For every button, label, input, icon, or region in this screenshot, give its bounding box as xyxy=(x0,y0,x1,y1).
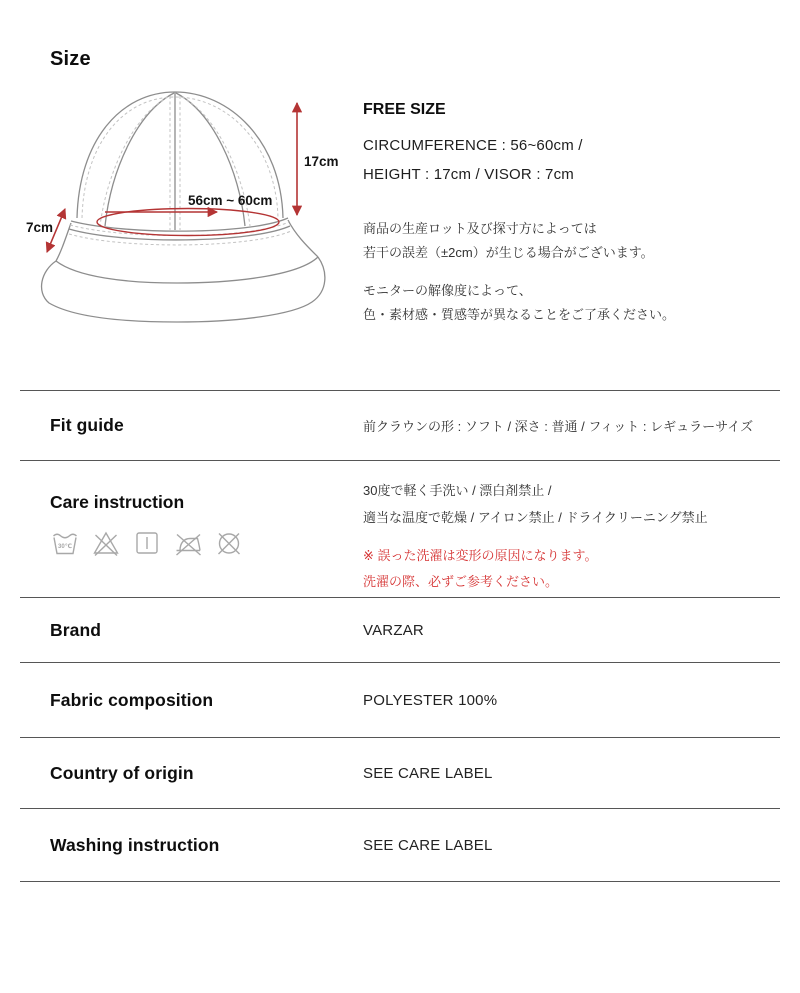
size-note-line: 商品の生産ロット及び探寸方によっては xyxy=(363,221,597,236)
stitch-lines xyxy=(69,96,291,245)
hat-size-diagram xyxy=(15,82,365,342)
circumference-measure-label: 56cm ~ 60cm xyxy=(188,193,273,208)
country-of-origin-value: SEE CARE LABEL xyxy=(363,764,493,782)
fit-guide-value: 前クラウンの形 : ソフト / 深さ : 普通 / フィット : レギュラーサイズ xyxy=(363,419,754,434)
no-bleach-icon xyxy=(91,528,121,558)
care-text-line: 適当な温度で乾燥 / アイロン禁止 / ドライクリーニング禁止 xyxy=(363,510,708,525)
bucket-hat-outline xyxy=(42,92,325,322)
fit-guide-label: Fit guide xyxy=(50,415,124,435)
care-instruction-row xyxy=(20,460,780,597)
country-of-origin-row xyxy=(20,737,780,808)
brand-label: Brand xyxy=(50,619,102,640)
height-visor-spec: HEIGHT : 17cm / VISOR : 7cm xyxy=(363,166,574,183)
brand-value: VARZAR xyxy=(363,621,424,639)
care-warnings xyxy=(363,543,708,595)
size-note-line: モニターの解像度によって、 xyxy=(363,283,532,298)
size-notes xyxy=(363,217,783,327)
washing-instruction-label: Washing instruction xyxy=(50,834,220,855)
wash-temp-label: 30℃ xyxy=(58,544,72,550)
height-measure-label: 17cm xyxy=(304,154,339,169)
size-note-line: 若干の誤差（±2cm）が生じる場合がございます。 xyxy=(363,245,654,260)
brand-row xyxy=(20,597,780,662)
fit-guide-row xyxy=(20,390,780,460)
care-instruction-label: Care instruction xyxy=(50,492,185,512)
country-of-origin-label: Country of origin xyxy=(50,762,194,783)
no-iron-icon xyxy=(173,528,203,558)
fabric-composition-row xyxy=(20,662,780,737)
care-warning-line: 洗濯の際、必ずご参考ください。 xyxy=(363,574,559,589)
drip-dry-icon xyxy=(132,528,162,558)
size-note-line: 色・素材感・質感等が異なることをご了承ください。 xyxy=(363,307,676,322)
care-warning-line: ※ 誤った洗濯は変形の原因になります。 xyxy=(363,548,598,563)
free-size-title: FREE SIZE xyxy=(363,101,446,118)
free-size-block xyxy=(363,100,783,327)
care-text-line: 30度で軽く手洗い / 漂白剤禁止 / xyxy=(363,483,552,498)
circumference-spec: CIRCUMFERENCE : 56~60cm / xyxy=(363,137,583,154)
handwash-30-icon xyxy=(50,528,80,558)
spec-table xyxy=(20,390,780,882)
washing-instruction-value: SEE CARE LABEL xyxy=(363,836,493,854)
washing-instruction-row xyxy=(20,808,780,882)
no-dryclean-icon xyxy=(214,528,244,558)
visor-measure-label: 7cm xyxy=(26,220,54,235)
fabric-composition-value: POLYESTER 100% xyxy=(363,691,498,709)
laundry-icons xyxy=(50,528,363,558)
fabric-composition-label: Fabric composition xyxy=(50,689,214,710)
size-section-heading: Size xyxy=(50,48,91,70)
